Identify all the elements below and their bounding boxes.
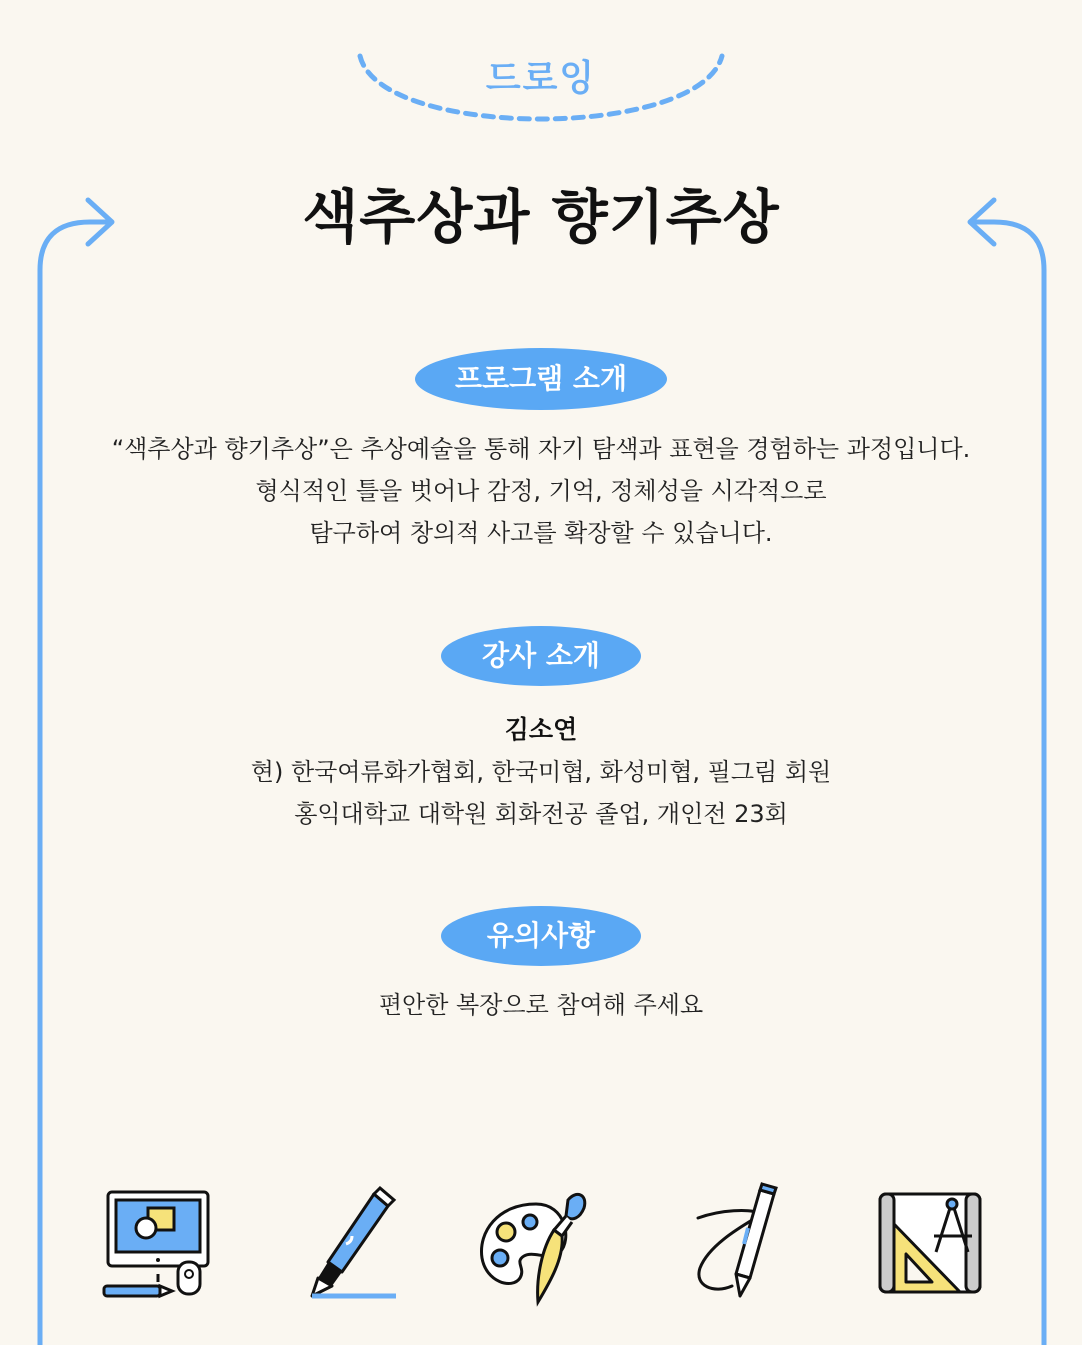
category-label: 드로잉 xyxy=(485,58,597,99)
page-title: 색추상과 향기추상 xyxy=(302,183,780,251)
program-line: “색추상과 향기추상”은 추상예술을 통해 자기 탐색과 표현을 경험하는 과정입니다. xyxy=(111,435,971,463)
program-line: 형식적인 틀을 벗어나 감정, 기억, 정체성을 시각적으로 xyxy=(255,477,827,505)
instructor-bio xyxy=(0,751,1082,835)
stylus-drawing-icon xyxy=(690,1182,790,1307)
notice-text xyxy=(0,984,1082,1026)
program-heading-badge: 프로그램 소개 xyxy=(415,348,667,410)
instructor-line: 현) 한국여류화가협회, 한국미협, 화성미협, 필그림 회원 xyxy=(250,758,832,786)
instructor-line: 홍익대학교 대학원 회화전공 졸업, 개인전 23회 xyxy=(294,800,788,828)
blueprint-tools-icon xyxy=(874,1182,984,1302)
instructor-name: 김소연 xyxy=(504,715,578,744)
instructor-heading-badge: 강사 소개 xyxy=(441,626,641,686)
computer-design-icon xyxy=(100,1182,215,1302)
notice-line: 편안한 복장으로 참여해 주세요 xyxy=(378,991,704,1019)
notice-heading-badge: 유의사항 xyxy=(441,906,641,966)
digital-pen-icon xyxy=(298,1182,403,1302)
program-line: 탐구하여 창의적 사고를 확장할 수 있습니다. xyxy=(309,519,773,547)
palette-icon xyxy=(476,1182,596,1307)
program-description xyxy=(0,428,1082,554)
